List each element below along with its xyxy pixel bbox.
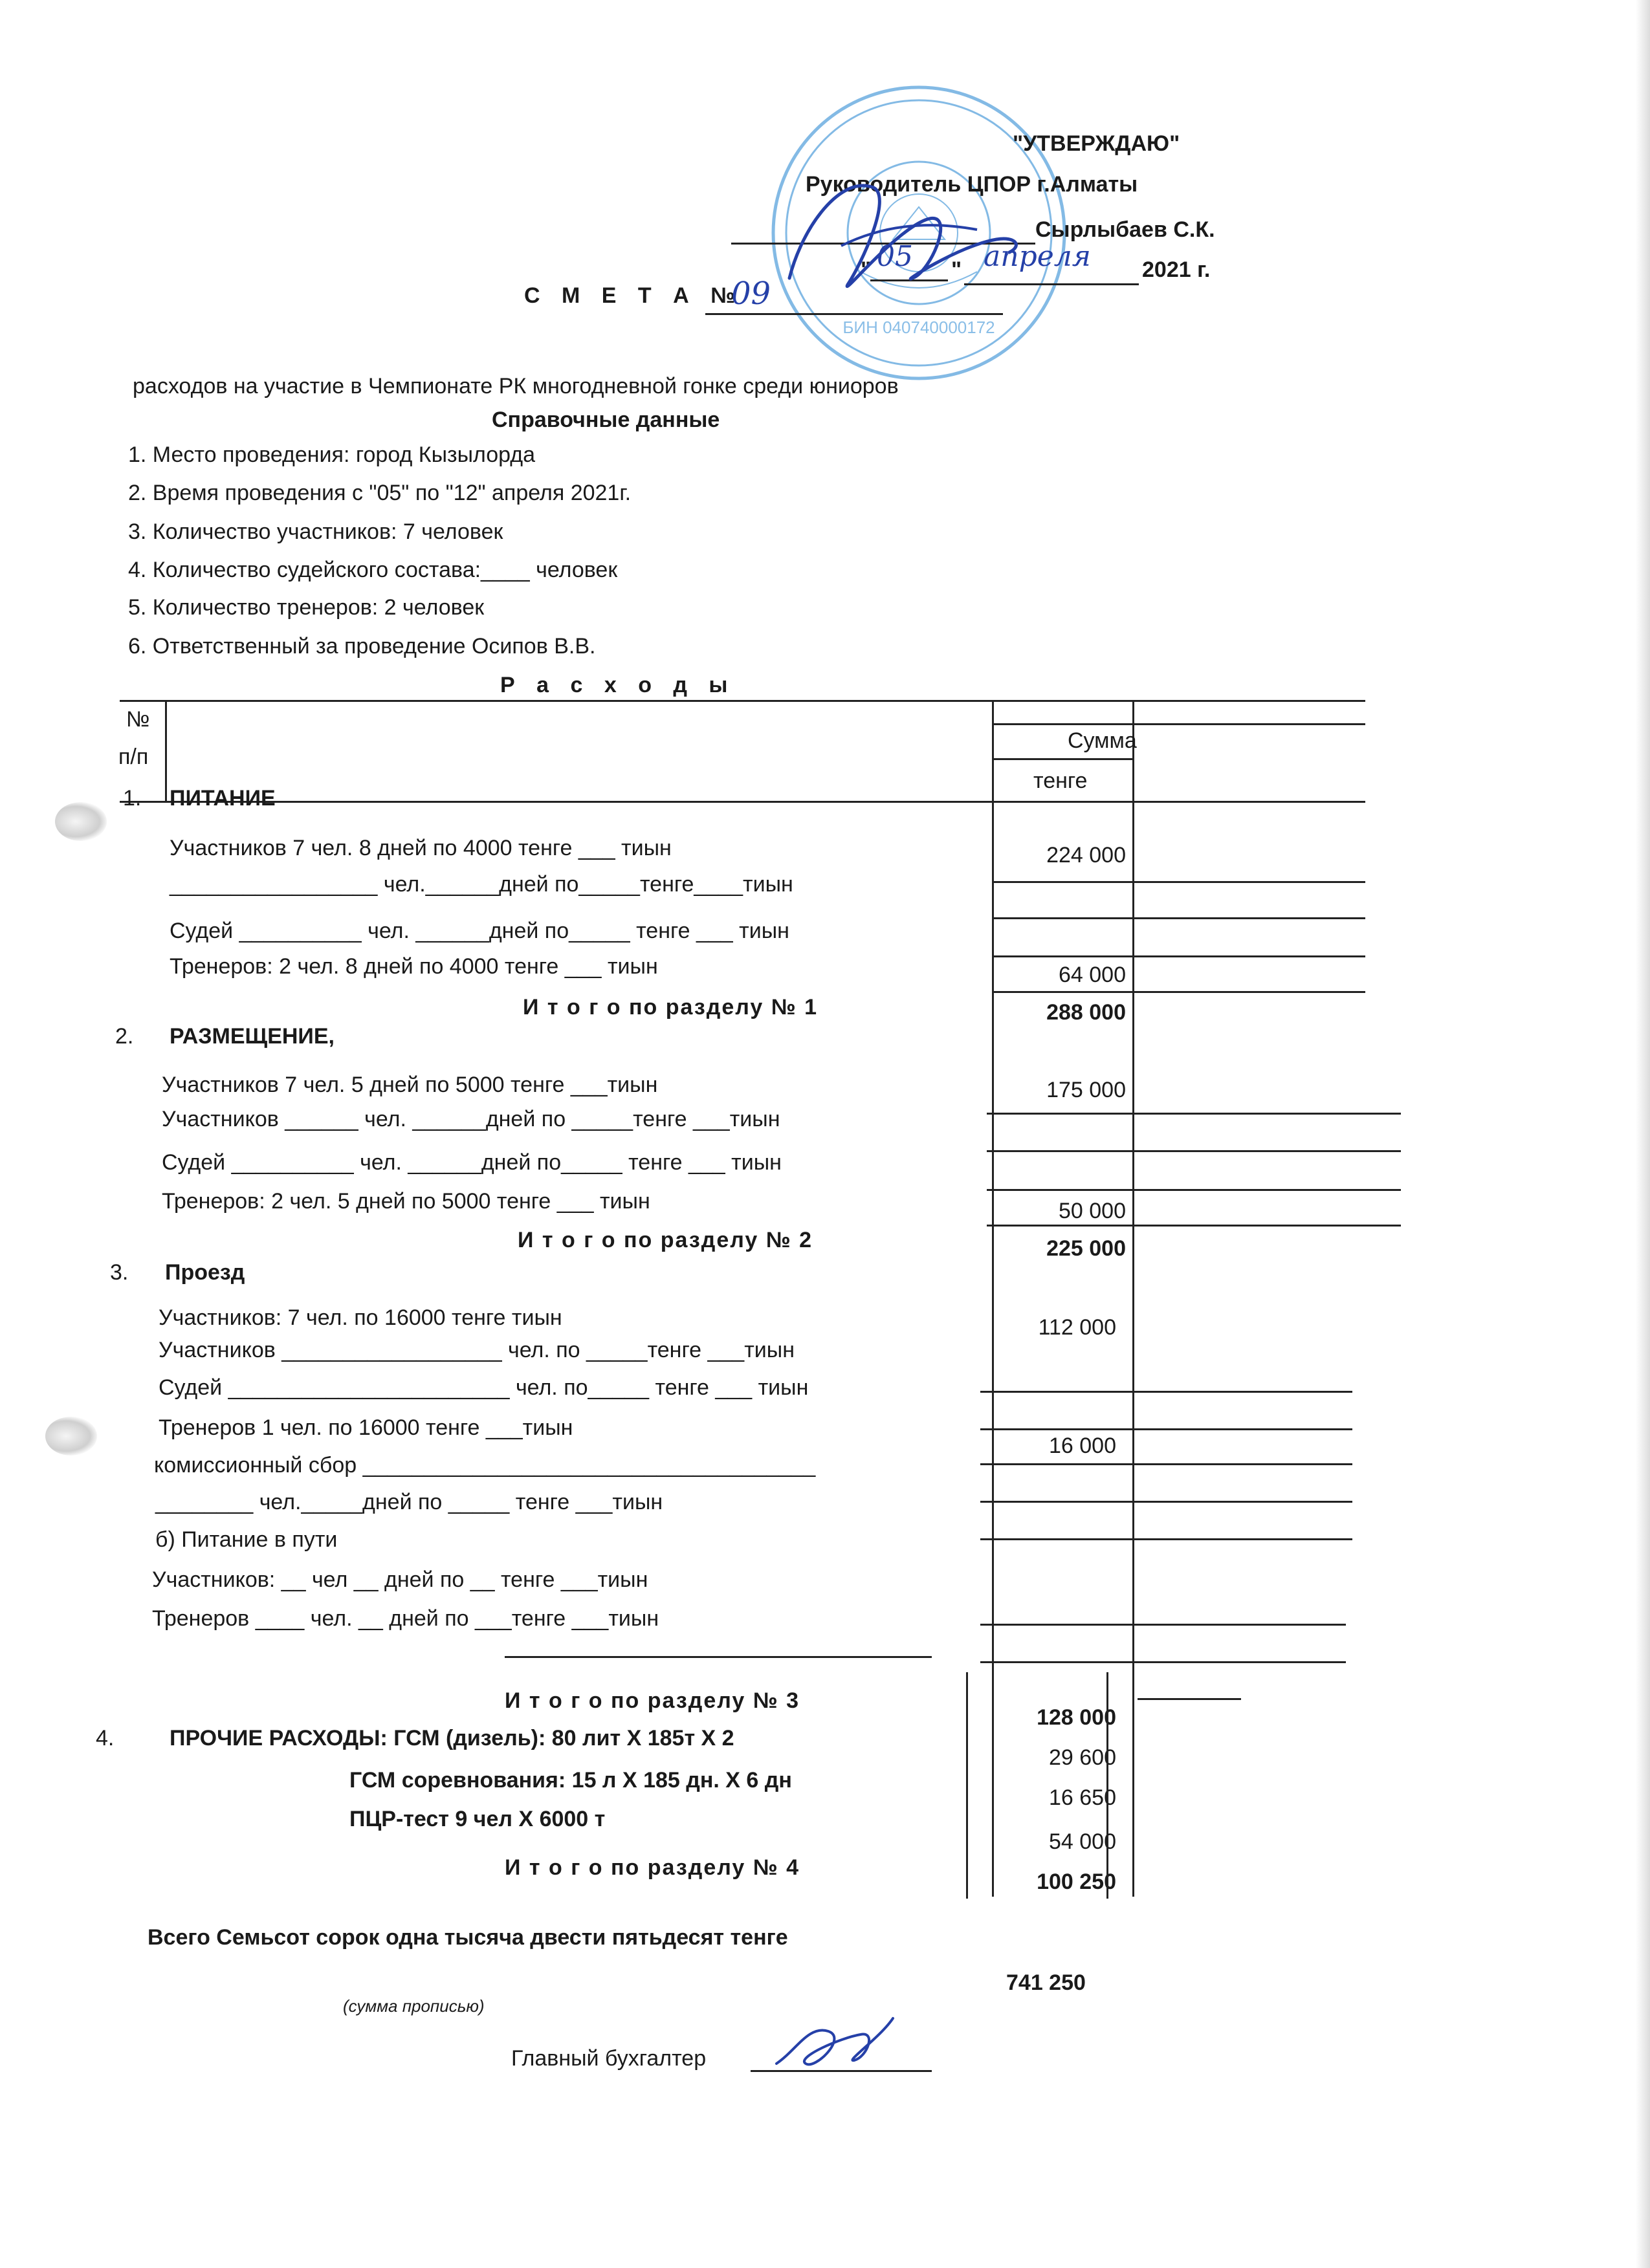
table-col-divider [966,1672,968,1899]
section-total-label: И т о г о по разделу № 1 [523,995,819,1020]
line-amount: 112 000 [1038,1315,1116,1340]
row-line [980,1391,1352,1393]
section-total: 128 000 [1037,1705,1116,1730]
section-total-label: И т о г о по разделу № 4 [505,1855,800,1880]
row-line [993,955,1365,957]
reference-item: 6. Ответственный за проведение Осипов В.В. [128,634,596,659]
section-line: ПЦР-тест 9 чел Х 6000 т [349,1807,606,1831]
section-line: Судей __________ чел. ______дней по_____ тенге ___ тиын [162,1150,782,1175]
section-line: _________________ чел.______дней по_____тенге____тиын [170,872,793,897]
punch-hole [55,802,107,841]
section-line: Судей _______________________ чел. по_____ тенге ___ тиын [159,1375,809,1400]
reference-item: 5. Количество тренеров: 2 человек [128,595,485,620]
row-line [987,1189,1401,1191]
row-line [980,1661,1346,1663]
section-title: Проезд [165,1260,245,1285]
section-line: Участников 7 чел. 5 дней по 5000 тенге ___тиын [162,1073,658,1097]
section-line: ГСМ соревнования: 15 л Х 185 дн. Х 6 дн [349,1768,792,1793]
grand-total-caption: (сумма прописью) [343,1996,485,2016]
accountant-signature [770,2012,899,2077]
approver-signature [764,149,1035,317]
row-line [980,1501,1352,1503]
row-line [980,1463,1352,1465]
line-amount: 224 000 [1046,843,1126,867]
col-number-label: № [126,707,150,732]
grand-total-words: Всего Семьсот сорок одна тысяча двести пятьдесят тенге [148,1925,788,1950]
table-col-divider [165,700,167,801]
reference-item: 1. Место проведения: город Кызылорда [128,442,536,467]
handwritten-month: апреля [984,240,1091,273]
line-amount: 16 000 [1049,1434,1116,1458]
row-line [980,1428,1352,1430]
page-edge [1636,0,1650,2268]
section-line: Участников ______ чел. ______дней по _____тенге ___тиын [162,1107,780,1131]
date-quote-open: " [861,257,872,282]
section-total: 225 000 [1046,1236,1126,1261]
section-line: Участников 7 чел. 8 дней по 4000 тенге ___ тиын [170,836,672,860]
table-header-bottom [120,801,1365,803]
estimate-title: С М Е Т А № [524,283,743,308]
row-line [987,1150,1401,1152]
expenses-heading: Р а с х о д ы [500,673,736,697]
row-line [993,881,1365,883]
line-amount: 29 600 [1049,1745,1116,1770]
section-line: ________ чел._____дней по _____ тенге ___тиын [155,1490,663,1514]
section-total-label: И т о г о по разделу № 3 [505,1688,800,1713]
approve-label: "УТВЕРЖДАЮ" [1013,131,1180,156]
line-amount: 50 000 [1059,1199,1126,1223]
chief-accountant-label: Главный бухгалтер [511,2046,707,2071]
table-header-line [993,723,1365,725]
section-title: РАЗМЕЩЕНИЕ, [170,1024,335,1049]
reference-heading: Справочные данные [492,408,720,432]
section-line: Тренеров ____ чел. __ дней по ___тенге ___тиын [152,1606,659,1631]
section-total: 288 000 [1046,1000,1126,1025]
section-number: 1. [123,786,142,811]
table-col-divider [1106,1672,1108,1899]
line-amount: 64 000 [1059,963,1126,987]
section-number: 3. [110,1260,129,1285]
row-line [505,1656,932,1658]
date-quote-close: " [951,257,962,282]
row-line [993,917,1365,919]
section-line: б) Питание в пути [155,1527,338,1552]
table-col-divider [1132,700,1134,1897]
handwritten-day: 05 [877,240,913,273]
punch-hole [45,1417,97,1456]
col-sum-label: тенге [1033,769,1088,793]
row-line [993,991,1365,993]
line-amount: 16 650 [1049,1785,1116,1810]
reference-item: 4. Количество судейского состава:____ человек [128,558,618,582]
section-line: Участников: 7 чел. по 16000 тенге тиын [159,1305,562,1330]
row-line [987,1225,1401,1227]
approver-position: Руководитель ЦПОР г.Алматы [806,172,1138,197]
section-line: Участников: __ чел __ дней по __ тенге ___тиын [152,1567,648,1592]
row-line [980,1624,1346,1626]
table-header-line [993,758,1132,760]
line-amount: 54 000 [1049,1829,1116,1854]
row-line [1138,1698,1241,1700]
estimate-number-line [705,313,1003,315]
handwritten-estimate-number: 09 [731,276,771,312]
grand-total-amount: 741 250 [1006,1970,1086,1995]
section-line: комиссионный сбор _____________________________________ [154,1453,816,1477]
section-total: 100 250 [1037,1870,1116,1894]
reference-item: 3. Количество участников: 7 человек [128,519,503,544]
line-amount: 175 000 [1046,1078,1126,1102]
section-total-label: И т о г о по разделу № 2 [518,1228,813,1252]
section-title: ПРОЧИЕ РАСХОДЫ: ГСМ (дизель): 80 лит Х 185т Х 2 [170,1726,734,1750]
section-number: 4. [96,1726,115,1750]
section-line: Участников __________________ чел. по _____тенге ___тиын [159,1338,795,1362]
row-line [987,1113,1401,1115]
section-line: Тренеров 1 чел. по 16000 тенге ___тиын [159,1415,573,1440]
col-sum-label: Сумма [1068,728,1137,753]
stamp-text: БИН 040740000172 [842,318,995,337]
section-line: Тренеров: 2 чел. 5 дней по 5000 тенге ___ тиын [162,1189,650,1214]
approver-name: Сырлыбаев С.К. [1035,217,1215,242]
table-top-border [120,700,1365,702]
col-number-label: п/п [118,745,149,769]
section-line: Судей __________ чел. ______дней по_____ тенге ___ тиын [170,919,789,943]
section-title: ПИТАНИЕ [170,786,276,811]
section-line: Тренеров: 2 чел. 8 дней по 4000 тенге ___ тиын [170,954,658,979]
estimate-subtitle: расходов на участие в Чемпионате РК многодневной гонке среди юниоров [133,374,899,398]
section-number: 2. [115,1024,134,1049]
reference-item: 2. Время проведения с "05" по "12" апреля 2021г. [128,481,632,505]
date-year: 2021 г. [1142,257,1211,282]
row-line [980,1538,1352,1540]
